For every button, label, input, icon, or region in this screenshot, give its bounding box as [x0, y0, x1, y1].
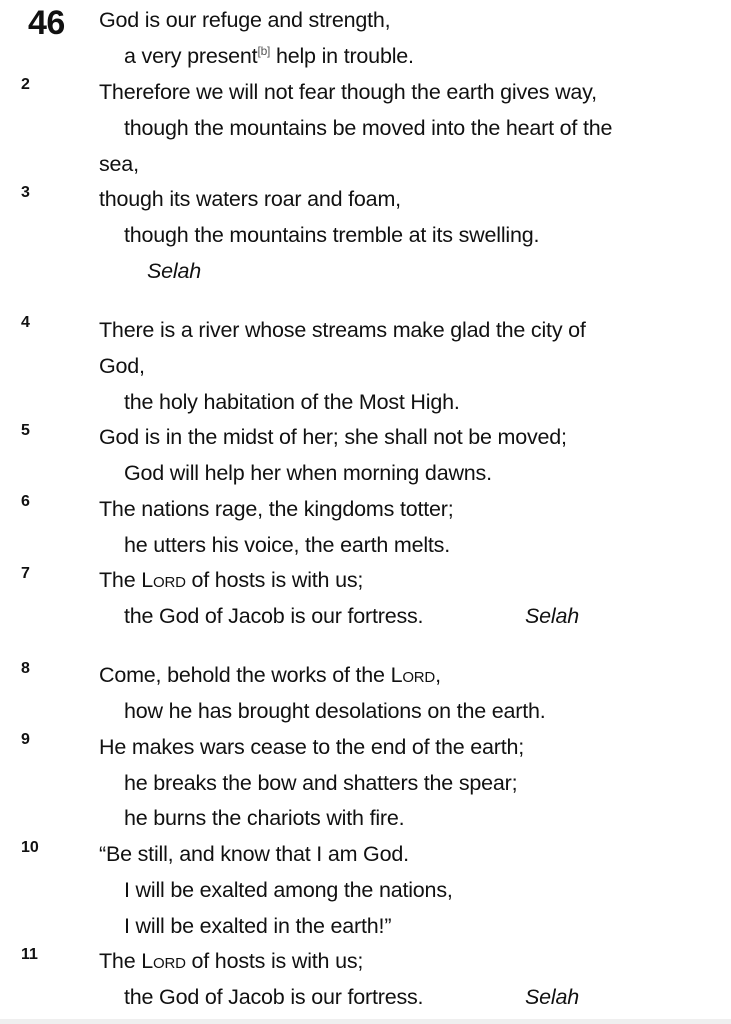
verse-line: though the mountains tremble at its swelling.: [124, 223, 540, 247]
verse-number: 5: [21, 422, 30, 439]
verse-line: He makes wars cease to the end of the earth;: [99, 735, 525, 759]
verse-line: [124, 44, 414, 69]
verse-line: God will help her when morning dawns.: [124, 461, 492, 485]
verse-text: a very present: [124, 44, 258, 68]
verse-line: [99, 568, 363, 593]
verse-line: the God of Jacob is our fortress.: [124, 985, 424, 1009]
verse-line: the God of Jacob is our fortress.: [124, 604, 424, 628]
verse-number: 11: [21, 946, 38, 963]
verse-line: though its waters roar and foam,: [99, 187, 401, 211]
verse-line: God,: [99, 354, 145, 378]
verse-text: Come, behold the works of the: [99, 663, 391, 687]
bottom-edge-shade: [0, 1019, 731, 1024]
verse-line: The nations rage, the kingdoms totter;: [99, 497, 454, 521]
selah-text: Selah: [525, 604, 579, 628]
verse-line: how he has brought desolations on the earth.: [124, 699, 546, 723]
verse-number: 2: [21, 76, 30, 93]
verse-number: 7: [21, 565, 30, 582]
verse-line: I will be exalted in the earth!”: [124, 914, 392, 938]
verse-text: help in trouble.: [270, 44, 414, 68]
verse-number: 10: [21, 839, 39, 856]
verse-line: Therefore we will not fear though the earth gives way,: [99, 80, 597, 104]
selah-text: Selah: [147, 259, 201, 283]
verse-line: he utters his voice, the earth melts.: [124, 533, 451, 557]
divine-name: Lord: [141, 568, 186, 592]
chapter-number: 46: [28, 4, 65, 42]
verse-line: God is our refuge and strength,: [99, 8, 391, 32]
verse-number: 9: [21, 731, 30, 748]
verse-number: 3: [21, 184, 30, 201]
verse-text: of hosts is with us;: [185, 568, 364, 592]
verse-text: The: [99, 949, 142, 973]
verse-line: There is a river whose streams make glad the city of: [99, 318, 586, 342]
verse-number: 4: [21, 314, 30, 331]
footnote-link[interactable]: [b]: [257, 44, 271, 58]
divine-name: Lord: [141, 949, 186, 973]
selah-text: Selah: [525, 985, 579, 1009]
verse-line: the holy habitation of the Most High.: [124, 390, 460, 414]
verse-line: he breaks the bow and shatters the spear;: [124, 771, 518, 795]
verse-number: 8: [21, 660, 30, 677]
verse-text: ,: [435, 663, 441, 687]
verse-text: of hosts is with us;: [185, 949, 364, 973]
divine-name: Lord: [390, 663, 436, 687]
verse-number: 6: [21, 493, 30, 510]
verse-line: [99, 949, 363, 974]
verse-line: [99, 663, 441, 688]
verse-line: though the mountains be moved into the heart of the: [124, 116, 613, 140]
verse-line: “Be still, and know that I am God.: [99, 842, 409, 866]
verse-line: I will be exalted among the nations,: [124, 878, 453, 902]
verse-line: sea,: [99, 152, 139, 176]
verse-line: he burns the chariots with fire.: [124, 806, 405, 830]
verse-line: God is in the midst of her; she shall not be moved;: [99, 425, 567, 449]
verse-text: The: [99, 568, 142, 592]
